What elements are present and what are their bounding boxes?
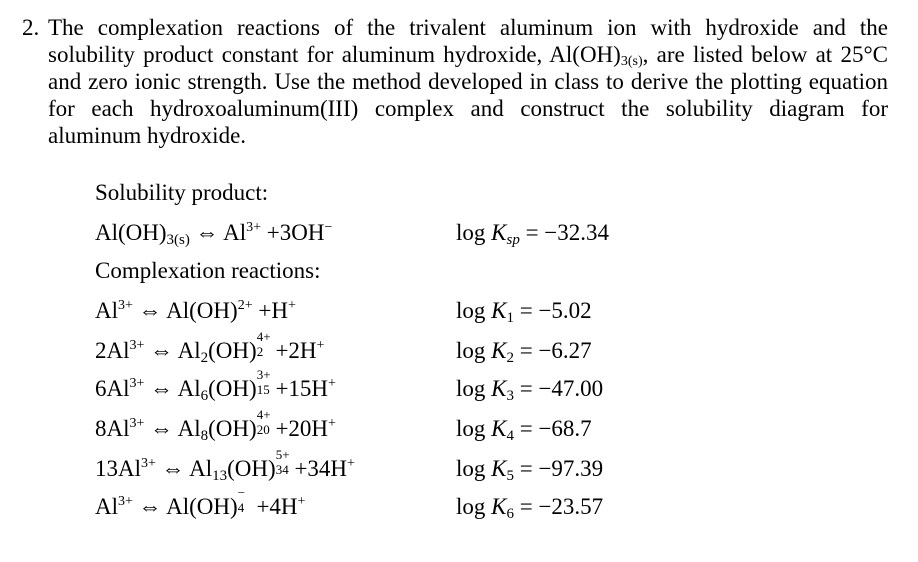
logk-sub: 2 [506, 350, 514, 366]
logk-number: = −47.00 [513, 376, 604, 401]
logk-value [456, 298, 592, 324]
problem-text-part1: The complexation reactions of the trivalent aluminum ion with hydroxide and the solubility product constant for aluminum hydroxide, Al(OH) [48, 15, 888, 67]
reaction-product: Al [177, 376, 201, 401]
logk-sub: 6 [506, 506, 514, 522]
reaction-product-sub: 2 [200, 350, 209, 366]
reaction-product-sup-sub: 34 [275, 462, 289, 477]
solubility-rhs2: +3OH [261, 220, 325, 245]
reaction-rest: +4H [250, 494, 298, 519]
reaction-product-sup-sub: 4 [237, 500, 245, 515]
reaction-rest: +H [252, 298, 288, 323]
solubility-heading: Solubility product: [95, 180, 269, 205]
logk-prefix: log [456, 376, 492, 401]
reaction-row [95, 329, 325, 366]
reaction-lhs-sup: 3+ [118, 298, 133, 313]
reaction-rest-sup: + [328, 376, 336, 391]
logk-value [456, 376, 603, 402]
problem-text-part2: , are listed below at 25°C and zero ionic strength. Use the method developed in class to derive the plotting equation for each hydroxoaluminum(III) complex and construct the solubility diagram for aluminum hydroxide. [48, 42, 888, 148]
reaction-lhs: Al [106, 338, 130, 363]
solubility-lhs-sub: 3(s) [166, 232, 190, 248]
logk-value [456, 494, 603, 520]
reaction-product-sub: 13 [212, 468, 228, 484]
reaction-lhs-coef: 13 [95, 456, 118, 481]
reaction-product-sup: 4+ [256, 407, 271, 422]
reaction-product-sup: 5+ [275, 447, 290, 462]
solubility-rhs2-sup: − [324, 220, 333, 235]
reaction-product-tail: (OH) [208, 416, 257, 441]
logk-sub: 5 [506, 468, 514, 484]
reaction-lhs-sup: 3+ [129, 376, 145, 391]
problem-text-subscript: 3(s) [620, 54, 643, 69]
reaction-product-tail: (OH) [208, 376, 257, 401]
reaction-product-charge [256, 329, 271, 359]
solubility-rhs1-sup: 3+ [246, 220, 262, 235]
equilibrium-arrow-icon: ⇔ [150, 376, 174, 401]
equilibrium-arrow-icon: ⇔ [138, 494, 162, 519]
equilibrium-arrow-icon: ⇔ [161, 456, 185, 481]
reaction-lhs: Al [106, 376, 130, 401]
complexation-heading: Complexation reactions: [95, 258, 321, 283]
reaction-product-sup: 3+ [256, 367, 271, 382]
reaction-row [95, 367, 336, 404]
logk-sub: 1 [506, 310, 514, 326]
logk-k: K [491, 338, 507, 363]
reaction-lhs-sup: 3+ [129, 338, 145, 353]
reaction-lhs-coef: 8 [95, 416, 107, 441]
reaction-product-sup-sub: 2 [256, 344, 264, 359]
reaction-row [95, 298, 296, 324]
equilibrium-arrow-icon: ⇔ [150, 416, 174, 441]
logksp [456, 220, 609, 246]
reaction-product: Al(OH) [166, 494, 238, 519]
reaction-rest-sup: + [347, 456, 355, 471]
reaction-product-sub: 6 [200, 388, 209, 404]
reaction-lhs: Al [106, 416, 130, 441]
equilibrium-arrow-icon: ⇔ [195, 220, 219, 245]
logk-sub: 3 [506, 388, 514, 404]
solubility-reaction [95, 220, 332, 246]
reaction-product: Al(OH) [166, 298, 238, 323]
reaction-product: Al [177, 338, 201, 363]
reaction-product-tail: (OH) [227, 456, 276, 481]
logk-value [456, 338, 592, 364]
logk-k: K [491, 494, 507, 519]
logk-number: = −97.39 [513, 456, 604, 481]
logk-value [456, 416, 592, 442]
reaction-lhs-coef: 6 [95, 376, 107, 401]
reaction-row [95, 485, 306, 520]
logk-prefix: log [456, 416, 492, 441]
reaction-rest: +2H [269, 338, 317, 363]
problem-text [48, 14, 888, 149]
reaction-rest: +20H [269, 416, 329, 441]
reaction-rest-sup: + [328, 416, 336, 431]
reaction-product: Al [177, 416, 201, 441]
reaction-product-sup: − [237, 485, 246, 500]
solubility-lhs: Al(OH) [95, 220, 167, 245]
reaction-lhs-sup: 3+ [118, 494, 133, 509]
logk-k: K [491, 416, 507, 441]
reaction-product-sub: 8 [200, 428, 209, 444]
reaction-product-charge [275, 447, 290, 477]
reaction-product-charge [256, 367, 271, 397]
reaction-product-sup: 2+ [237, 298, 253, 313]
logk-prefix: log [456, 456, 492, 481]
reaction-lhs-sup: 3+ [141, 456, 156, 471]
logk-prefix: log [456, 298, 492, 323]
logk-number: = −23.57 [513, 494, 604, 519]
reaction-rest-sup: + [316, 338, 325, 353]
reaction-lhs: Al [95, 494, 118, 519]
reaction-product-charge [237, 485, 251, 515]
reaction-lhs-coef: 2 [95, 338, 107, 363]
logk-number: = −68.7 [513, 416, 592, 441]
logksp-value: = −32.34 [519, 220, 610, 245]
reaction-product-sup-sub: 15 [256, 382, 270, 397]
logk-sub: 4 [506, 428, 514, 444]
reaction-row [95, 407, 336, 444]
logk-prefix: log [456, 338, 492, 363]
solubility-rhs1: Al [223, 220, 247, 245]
logk-k: K [491, 456, 507, 481]
reaction-product-charge [256, 407, 271, 437]
reaction-rest: +15H [269, 376, 329, 401]
reaction-product-tail: (OH) [208, 338, 257, 363]
reaction-product-sup: 4+ [256, 329, 271, 344]
logksp-k: K [491, 220, 507, 245]
equilibrium-arrow-icon: ⇔ [150, 338, 174, 363]
problem-statement [22, 14, 888, 149]
logksp-sub: sp [506, 232, 520, 248]
reaction-product: Al [189, 456, 213, 481]
reaction-lhs: Al [118, 456, 141, 481]
logk-number: = −5.02 [513, 298, 592, 323]
reaction-rest: +34H [288, 456, 348, 481]
reaction-product-sup-sub: 20 [256, 422, 270, 437]
reaction-lhs-sup: 3+ [129, 416, 145, 431]
logk-prefix: log [456, 494, 492, 519]
reaction-lhs: Al [95, 298, 118, 323]
logk-k: K [491, 298, 507, 323]
logk-value [456, 456, 603, 482]
problem-number: 2. [22, 15, 40, 40]
logksp-prefix: log [456, 220, 492, 245]
reaction-row [95, 447, 355, 484]
reaction-rest-sup: + [297, 494, 306, 509]
reaction-rest-sup: + [287, 298, 296, 313]
logk-number: = −6.27 [513, 338, 592, 363]
logk-k: K [491, 376, 507, 401]
equilibrium-arrow-icon: ⇔ [138, 298, 162, 323]
